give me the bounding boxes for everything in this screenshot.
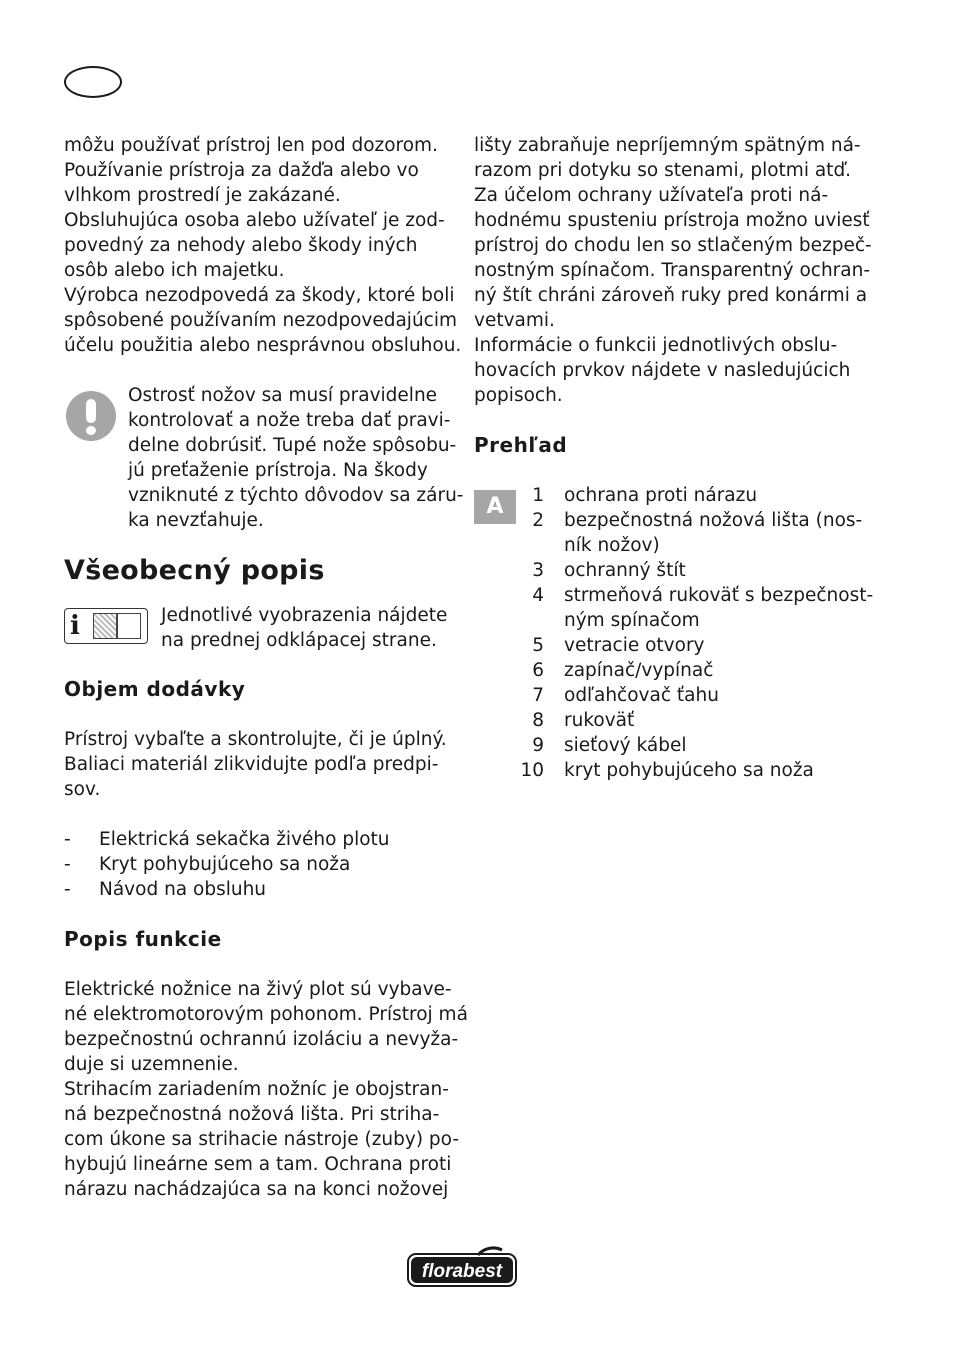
info-note [64, 603, 448, 665]
overview-item-number: 1 [532, 485, 544, 506]
info-icon: i [64, 608, 148, 644]
overview-item-label: bezpečnostná nožová lišta (nos- [564, 510, 863, 531]
function-heading: Popis funkcie [64, 927, 222, 951]
list-item: - Kryt pohybujúceho sa noža [64, 854, 351, 875]
overview-item-continuation [474, 533, 858, 558]
overview-item-label: zapínač/vypínač [564, 660, 714, 681]
overview-item-number: 6 [532, 660, 544, 681]
overview-item [474, 733, 858, 758]
overview-item-number: 8 [532, 710, 544, 731]
overview-item [474, 583, 874, 608]
overview-item-label: rukoväť [564, 710, 635, 731]
overview-item [474, 708, 858, 733]
overview-item-label: sieťový kábel [564, 735, 687, 756]
exclamation-icon [66, 391, 116, 441]
overview-item-label: vetracie otvory [564, 635, 705, 656]
overview-item-label: ným spínačom [564, 610, 700, 631]
overview-item-number: 9 [532, 735, 544, 756]
overview-item [474, 558, 858, 583]
overview-item-number: 7 [532, 685, 544, 706]
intro-paragraph: môžu používať prístroj len pod dozorom. Používanie prístroja za dažďa alebo vo vlhkom prostredí je zakázané. Obsluhujúca osoba alebo užívateľ je zod- povedný za nehody alebo škody iných osôb alebo ich majetku. Výrobca nezodpovedá za škody, ktoré boli spôsobené používaním nezodpovedajúcim účelu použitia alebo nesprávnou obsluhou. [64, 135, 462, 356]
florabest-logo [406, 1246, 518, 1288]
overview-item-number: 5 [532, 635, 544, 656]
warning-text: Ostrosť nožov sa musí pravidelne kontrolovať a nože treba dať pravi- delne dobrúsiť. Tupé nože spôsobu- jú preťaženie prístroja. Na škody vzniknuté z týchto dôvodov sa záru- ka nevzťahuje. [128, 385, 464, 531]
delivery-list [64, 827, 448, 902]
list-item: - Elektrická sekačka živého plotu [64, 829, 390, 850]
overview-item-number: 3 [532, 560, 544, 581]
overview-item-number: 10 [520, 760, 544, 781]
overview-item-label: kryt pohybujúceho sa noža [564, 760, 814, 781]
overview-list [474, 483, 874, 783]
overview-item [474, 633, 858, 658]
function-text: Elektrické nožnice na živý plot sú vybave- né elektromotorovým pohonom. Prístroj má bezpečnostnú ochrannú izoláciu a nevyža- duje si uzemnenie. Strihacím zariadením nožníc je obojstran- ná bezpečnostná nožová lišta. Pri striha- com úkone sa strihacie nástroje (zuby) po- hybujú lineárne sem a tam. Ochrana proti nárazu nachádzajúca sa na konci nožovej [64, 979, 468, 1200]
overview-item [474, 658, 858, 683]
info-text: Jednotlivé vyobrazenia nájdete na prednej odklápacej strane. [161, 605, 448, 651]
overview-item-continuation [474, 608, 858, 633]
overview-item-number: 2 [532, 510, 544, 531]
delivery-text: Prístroj vybaľte a skontrolujte, či je úplný. Baliaci materiál zlikvidujte podľa predpi- sov. [64, 729, 447, 800]
language-badge [64, 66, 122, 98]
overview-item [474, 758, 858, 783]
section-heading: Všeobecný popis [64, 555, 325, 586]
overview-item-label: ochrana proti nárazu [564, 485, 758, 506]
overview-item-number: 4 [532, 585, 544, 606]
left-column [64, 133, 468, 1202]
overview-item-label: odľahčovač ťahu [564, 685, 719, 706]
overview-heading: Prehľad [474, 433, 568, 457]
overview-item [474, 508, 863, 533]
list-item: - Návod na obsluhu [64, 879, 267, 900]
overview-item [474, 683, 858, 708]
warning-note [64, 383, 464, 533]
overview-item-label: ník nožov) [564, 535, 660, 556]
right-column [474, 133, 874, 783]
overview-item [474, 483, 858, 508]
logo-text: florabest [421, 1261, 503, 1282]
function-text-continued: lišty zabraňuje nepríjemným spätným ná- razom pri dotyku so stenami, plotmi atď. Za účelom ochrany užívateľa proti ná- hodnému spusteniu prístroja možno uviesť prístroj do chodu len so stlačeným bezpeč- nostným spínačom. Transparentný ochran- ný štít chráni zároveň ruky pred konármi a vetvami. Informácie o funkcii jednotlivých obslu- hovacích prvkov nájdete v nasledujúcich popisoch. [474, 135, 872, 406]
delivery-heading: Objem dodávky [64, 677, 246, 701]
overview-item-label: ochranný štít [564, 560, 686, 581]
figure-badge: A [474, 490, 516, 524]
overview-item-label: strmeňová rukoväť s bezpečnost- [564, 585, 874, 606]
